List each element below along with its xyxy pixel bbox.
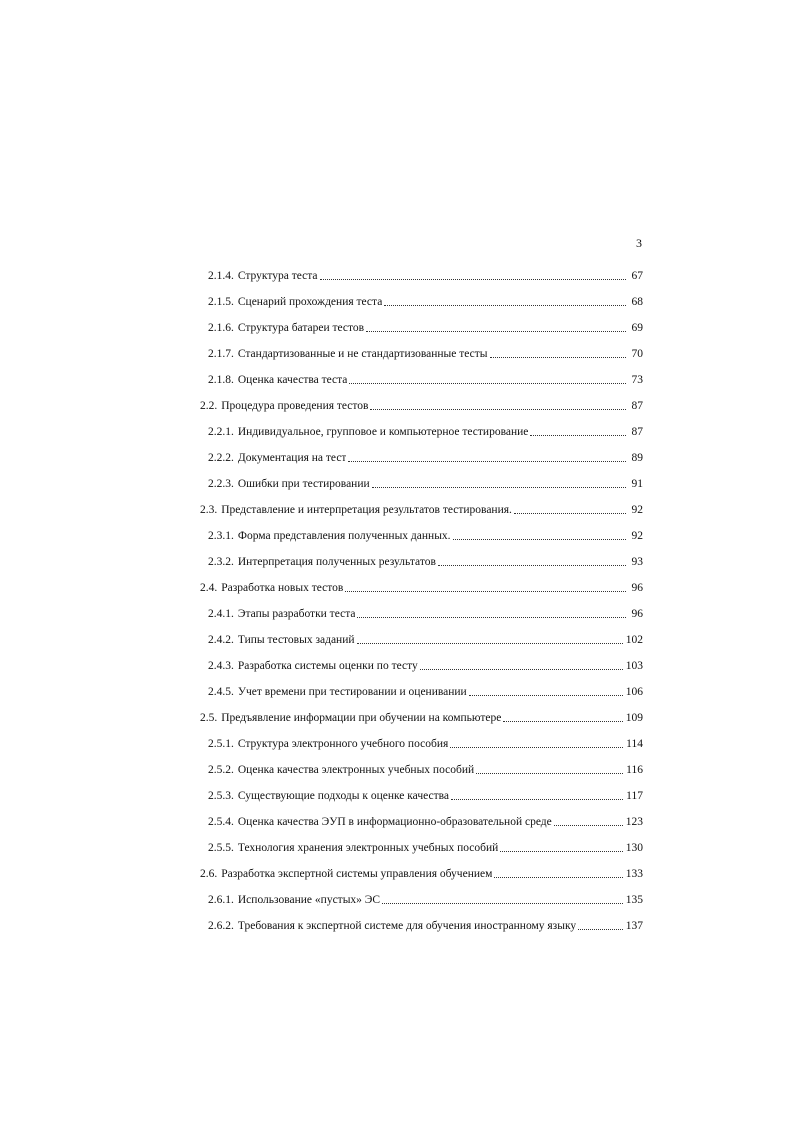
toc-entry-title: Стандартизованные и не стандартизованные тесты (237, 348, 488, 360)
toc-leader-dots (451, 799, 623, 800)
toc-entry-page: 91 (631, 478, 643, 490)
toc-entry[interactable] (200, 517, 643, 543)
toc-leader-dots (366, 331, 626, 332)
toc-entry-title: Документация на тест (237, 452, 347, 464)
toc-entry[interactable] (200, 855, 643, 881)
toc-entry-number: 2.5.4. (208, 816, 234, 828)
toc-entry-page: 87 (631, 426, 643, 438)
toc-entry-number: 2.6.2. (208, 920, 234, 932)
toc-leader-dots (348, 461, 626, 462)
toc-entry-number: 2.1.6. (208, 322, 234, 334)
toc-entry-number: 2.5.3. (208, 790, 234, 802)
toc-entry-page: 135 (625, 894, 643, 906)
toc-entry-title: Оценка качества ЭУП в информационно-образовательной среде (237, 816, 552, 828)
toc-leader-dots (382, 903, 623, 904)
toc-entry-number: 2.3. (200, 504, 218, 516)
toc-leader-dots (490, 357, 627, 358)
toc-entry-title: Ошибки при тестировании (237, 478, 370, 490)
toc-entry-number: 2.3.1. (208, 530, 234, 542)
toc-entry-title: Технология хранения электронных учебных пособий (237, 842, 499, 854)
toc-entry-number: 2.4. (200, 582, 218, 594)
toc-leader-dots (530, 435, 626, 436)
toc-entry-number: 2.1.7. (208, 348, 234, 360)
toc-entry-page: 117 (626, 790, 643, 802)
toc-entry[interactable] (200, 543, 643, 569)
toc-entry-title: Структура теста (237, 270, 318, 282)
toc-entry-page: 133 (625, 868, 643, 880)
toc-leader-dots (453, 539, 626, 540)
toc-entry-title: Этапы разработки теста (237, 608, 356, 620)
toc-entry-number: 2.1.5. (208, 296, 234, 308)
toc-entry-title: Форма представления полученных данных. (237, 530, 451, 542)
toc-entry-title: Разработка новых тестов (221, 582, 344, 594)
toc-entry-number: 2.6.1. (208, 894, 234, 906)
toc-entry[interactable] (200, 803, 643, 829)
toc-entry-title: Использование «пустых» ЭС (237, 894, 381, 906)
toc-leader-dots (500, 851, 622, 852)
toc-entry-title: Оценка качества электронных учебных пособий (237, 764, 475, 776)
toc-entry[interactable] (200, 647, 643, 673)
toc-entry-title: Существующие подходы к оценке качества (237, 790, 450, 802)
toc-entry-number: 2.5.5. (208, 842, 234, 854)
toc-entry-title: Разработка системы оценки по тесту (237, 660, 418, 672)
toc-leader-dots (476, 773, 623, 774)
toc-leader-dots (450, 747, 623, 748)
toc-entry-number: 2.5.2. (208, 764, 234, 776)
toc-entry-number: 2.6. (200, 868, 218, 880)
toc-entry[interactable] (200, 725, 643, 751)
toc-entry[interactable] (200, 673, 643, 699)
toc-entry[interactable] (200, 309, 643, 335)
toc-entry-page: 73 (631, 374, 643, 386)
toc-entry-page: 130 (625, 842, 643, 854)
toc-entry-page: 67 (631, 270, 643, 282)
toc-leader-dots (554, 825, 623, 826)
toc-entry[interactable] (200, 777, 643, 803)
toc-leader-dots (503, 721, 622, 722)
toc-entry[interactable] (200, 465, 643, 491)
toc-leader-dots (370, 409, 626, 410)
toc-entry-title: Учет времени при тестировании и оценивании (237, 686, 467, 698)
toc-leader-dots (349, 383, 626, 384)
toc-entry-title: Структура электронного учебного пособия (237, 738, 449, 750)
toc-entry-page: 123 (625, 816, 643, 828)
toc-entry[interactable] (200, 907, 643, 933)
toc-entry-title: Сценарий прохождения теста (237, 296, 383, 308)
toc-entry-page: 96 (631, 582, 643, 594)
toc-leader-dots (514, 513, 626, 514)
toc-leader-dots (357, 643, 623, 644)
toc-entry-page: 106 (625, 686, 643, 698)
toc-entry[interactable] (200, 569, 643, 595)
toc-entry[interactable] (200, 257, 643, 283)
toc-leader-dots (384, 305, 626, 306)
toc-entry-title: Типы тестовых заданий (237, 634, 355, 646)
toc-entry-number: 2.4.2. (208, 634, 234, 646)
toc-entry-number: 2.3.2. (208, 556, 234, 568)
toc-entry[interactable] (200, 439, 643, 465)
toc-entry-number: 2.5.1. (208, 738, 234, 750)
toc-entry-number: 2.2.3. (208, 478, 234, 490)
toc-entry-number: 2.2.1. (208, 426, 234, 438)
toc-entry-title: Представление и интерпретация результатов тестирования. (221, 504, 512, 516)
toc-leader-dots (494, 877, 622, 878)
toc-entry-number: 2.4.3. (208, 660, 234, 672)
toc-entry-title: Интерпретация полученных результатов (237, 556, 436, 568)
toc-entry-page: 87 (631, 400, 643, 412)
toc-leader-dots (357, 617, 626, 618)
toc-entry-title: Оценка качества теста (237, 374, 348, 386)
toc-entry[interactable] (200, 491, 643, 517)
toc-entry-page: 69 (631, 322, 643, 334)
toc-entry-page: 109 (625, 712, 643, 724)
toc-entry[interactable] (200, 387, 643, 413)
toc-leader-dots (320, 279, 627, 280)
toc-entry-title: Предъявление информации при обучении на компьютере (221, 712, 502, 724)
toc-entry-page: 103 (625, 660, 643, 672)
toc-entry-title: Структура батареи тестов (237, 322, 365, 334)
toc-entry-title: Разработка экспертной системы управления обучением (221, 868, 493, 880)
page-number: 3 (636, 236, 642, 250)
toc-entry-page: 92 (631, 530, 643, 542)
toc-entry-number: 2.5. (200, 712, 218, 724)
toc-entry-page: 102 (625, 634, 643, 646)
toc-entry[interactable] (200, 335, 643, 361)
toc-entry[interactable] (200, 283, 643, 309)
toc-entry-number: 2.4.1. (208, 608, 234, 620)
toc-entry-page: 92 (631, 504, 643, 516)
toc-entry-page: 89 (631, 452, 643, 464)
toc-entry-number: 2.4.5. (208, 686, 234, 698)
toc-entry[interactable] (200, 361, 643, 387)
toc-leader-dots (438, 565, 626, 566)
toc-entry-page: 70 (631, 348, 643, 360)
toc-entry-page: 137 (625, 920, 643, 932)
toc-leader-dots (469, 695, 623, 696)
table-of-contents (200, 257, 643, 933)
toc-entry[interactable] (200, 621, 643, 647)
toc-entry[interactable] (200, 595, 643, 621)
toc-entry-number: 2.2.2. (208, 452, 234, 464)
toc-entry-title: Индивидуальное, групповое и компьютерное тестирование (237, 426, 529, 438)
toc-entry-number: 2.1.4. (208, 270, 234, 282)
toc-entry-number: 2.1.8. (208, 374, 234, 386)
toc-leader-dots (372, 487, 626, 488)
toc-entry-page: 116 (626, 764, 643, 776)
toc-entry-page: 68 (631, 296, 643, 308)
toc-entry-title: Требования к экспертной системе для обучения иностранному языку (237, 920, 577, 932)
toc-entry[interactable] (200, 829, 643, 855)
toc-leader-dots (578, 929, 623, 930)
toc-entry-page: 96 (631, 608, 643, 620)
toc-entry[interactable] (200, 751, 643, 777)
toc-entry-page: 93 (631, 556, 643, 568)
toc-entry-page: 114 (626, 738, 643, 750)
toc-leader-dots (345, 591, 626, 592)
toc-leader-dots (420, 669, 623, 670)
toc-entry[interactable] (200, 699, 643, 725)
toc-entry[interactable] (200, 881, 643, 907)
toc-entry-number: 2.2. (200, 400, 218, 412)
toc-entry-title: Процедура проведения тестов (221, 400, 369, 412)
toc-entry[interactable] (200, 413, 643, 439)
